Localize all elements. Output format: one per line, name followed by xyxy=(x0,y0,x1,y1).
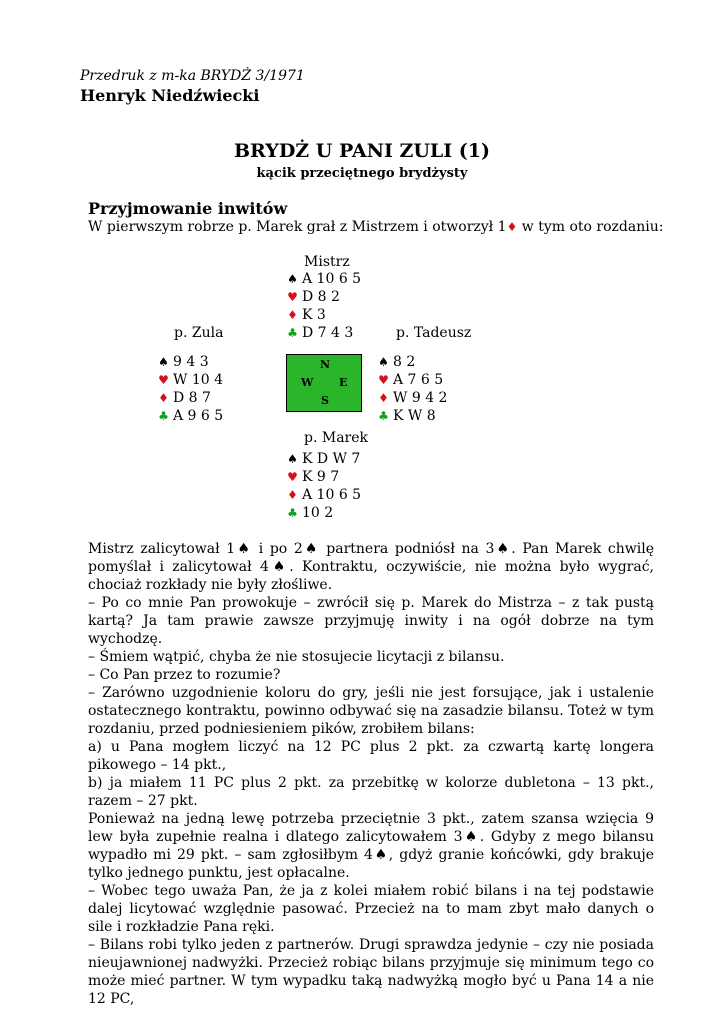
paragraph: Mistrz zalicytował 1♠ i po 2♠ partnera podniósł na 3♠. Pan Marek chwilę pomyślał i zalicytował 4♠. Kontraktu, oczywiście, nie można było wygrać, chociaż rozkłady nie były złośliwe. xyxy=(88,541,654,593)
north-clubs: D 7 4 3 xyxy=(302,325,354,341)
north-diamonds: K 3 xyxy=(302,307,326,323)
south-clubs: 10 2 xyxy=(302,505,334,521)
club-icon: ♣ xyxy=(287,326,298,340)
north-seat-name: Mistrz xyxy=(304,254,350,270)
spade-icon: ♠ xyxy=(287,452,298,466)
diamond-icon: ♦ xyxy=(506,220,518,234)
paragraph: – Wobec tego uważa Pan, że ja z kolei miałem robić bilans i na tej podstawie dalej licytować względnie pasować. Przecież na to mam zbyt mało danych o sile i rozkładzie Pana ręki. xyxy=(88,883,654,935)
spade-icon: ♠ xyxy=(287,272,298,286)
heart-icon: ♥ xyxy=(158,373,169,387)
west-spades: 9 4 3 xyxy=(173,354,209,370)
east-diamonds: W 9 4 2 xyxy=(393,390,448,406)
compass-south: S xyxy=(321,394,329,407)
paragraph: b) ja miałem 11 PC plus 2 pkt. za przebitkę w kolorze dubletona – 13 pkt., razem – 27 pkt. xyxy=(88,775,654,809)
heart-icon: ♥ xyxy=(287,290,298,304)
west-diamonds: D 8 7 xyxy=(173,390,211,406)
source-note: Przedruk z m-ka BRYDŻ 3/1971 xyxy=(80,68,305,84)
west-hearts: W 10 4 xyxy=(173,372,224,388)
paragraph: – Co Pan przez to rozumie? xyxy=(88,667,281,683)
diamond-icon: ♦ xyxy=(287,488,298,502)
author-name: Henryk Niedźwiecki xyxy=(80,86,260,105)
club-icon: ♣ xyxy=(158,409,169,423)
north-spades: A 10 6 5 xyxy=(302,271,362,287)
article-subtitle: kącik przeciętnego brydżysty xyxy=(256,166,468,181)
paragraph: – Po co mnie Pan prowokuje – zwrócił się p. Marek do Mistrza – z tak pustą kartą? Ja tam prawie zawsze przyjmuję inwity i na ogół dobrze na tym wychodzę. xyxy=(88,595,654,647)
east-seat-name: p. Tadeusz xyxy=(396,325,472,341)
section-title: Przyjmowanie inwitów xyxy=(88,199,288,218)
club-icon: ♣ xyxy=(378,409,389,423)
spade-icon: ♠ xyxy=(378,355,389,369)
east-clubs: K W 8 xyxy=(393,408,436,424)
spade-icon: ♠ xyxy=(158,355,169,369)
article-body xyxy=(88,540,654,1008)
bridge-table xyxy=(286,354,362,412)
diamond-icon: ♦ xyxy=(287,308,298,322)
compass-west: W xyxy=(301,376,314,389)
compass-east: E xyxy=(339,376,348,389)
south-seat-name: p. Marek xyxy=(304,430,369,446)
diamond-icon: ♦ xyxy=(158,391,169,405)
paragraph: a) u Pana mogłem liczyć na 12 PC plus 2 pkt. za czwartą kartę longera pikowego – 14 pkt., xyxy=(88,739,654,773)
south-spades: K D W 7 xyxy=(302,451,361,467)
intro-text: W pierwszym robrze p. Marek grał z Mistrzem i otworzył 1 xyxy=(88,219,507,235)
club-icon: ♣ xyxy=(287,506,298,520)
south-hearts: K 9 7 xyxy=(302,469,340,485)
article-title: BRYDŻ U PANI ZULI (1) xyxy=(234,140,490,162)
south-diamonds: A 10 6 5 xyxy=(302,487,362,503)
heart-icon: ♥ xyxy=(378,373,389,387)
paragraph: – Śmiem wątpić, chyba że nie stosujecie licytacji z bilansu. xyxy=(88,649,505,665)
west-seat-name: p. Zula xyxy=(174,325,224,341)
north-hand xyxy=(286,270,361,342)
compass-north: N xyxy=(320,358,331,371)
east-spades: 8 2 xyxy=(393,354,416,370)
intro-text-end: w tym oto rozdaniu: xyxy=(517,219,664,235)
paragraph: – Zarówno uzgodnienie koloru do gry, jeśli nie jest forsujące, jak i ustalenie ostatecznego kontraktu, powinno odbywać się na zasadzie bilansu. Toteż w tym rozdaniu, przed podniesieniem pików, zrobiłem bilans: xyxy=(88,685,654,737)
paragraph: Ponieważ na jedną lewę potrzeba przeciętnie 3 pkt., zatem szansa wzięcia 9 lew była zupełnie realna i dlatego zalicytowałem 3♠. Gdyby z mego bilansu wypadło mi 29 pkt. – sam zgłosiłbym 4♠, gdyż granie końcówki, gdy brakuje tylko jednego punktu, jest opłacalne. xyxy=(88,811,654,881)
south-hand xyxy=(286,450,361,522)
east-hearts: A 7 6 5 xyxy=(393,372,444,388)
paragraph: – Bilans robi tylko jeden z partnerów. Drugi sprawdza jedynie – czy nie posiada nieujawnionej nadwyżki. Przecież robiąc bilans przyjmuje się minimum tego co może mieć partner. W tym wypadku taką nadwyżką mogło być u Pana 14 a nie 12 PC, xyxy=(88,937,654,1007)
west-clubs: A 9 6 5 xyxy=(173,408,224,424)
diamond-icon: ♦ xyxy=(378,391,389,405)
west-hand xyxy=(157,353,223,425)
heart-icon: ♥ xyxy=(287,470,298,484)
east-hand xyxy=(377,353,447,425)
intro-line xyxy=(88,219,663,235)
north-hearts: D 8 2 xyxy=(302,289,340,305)
